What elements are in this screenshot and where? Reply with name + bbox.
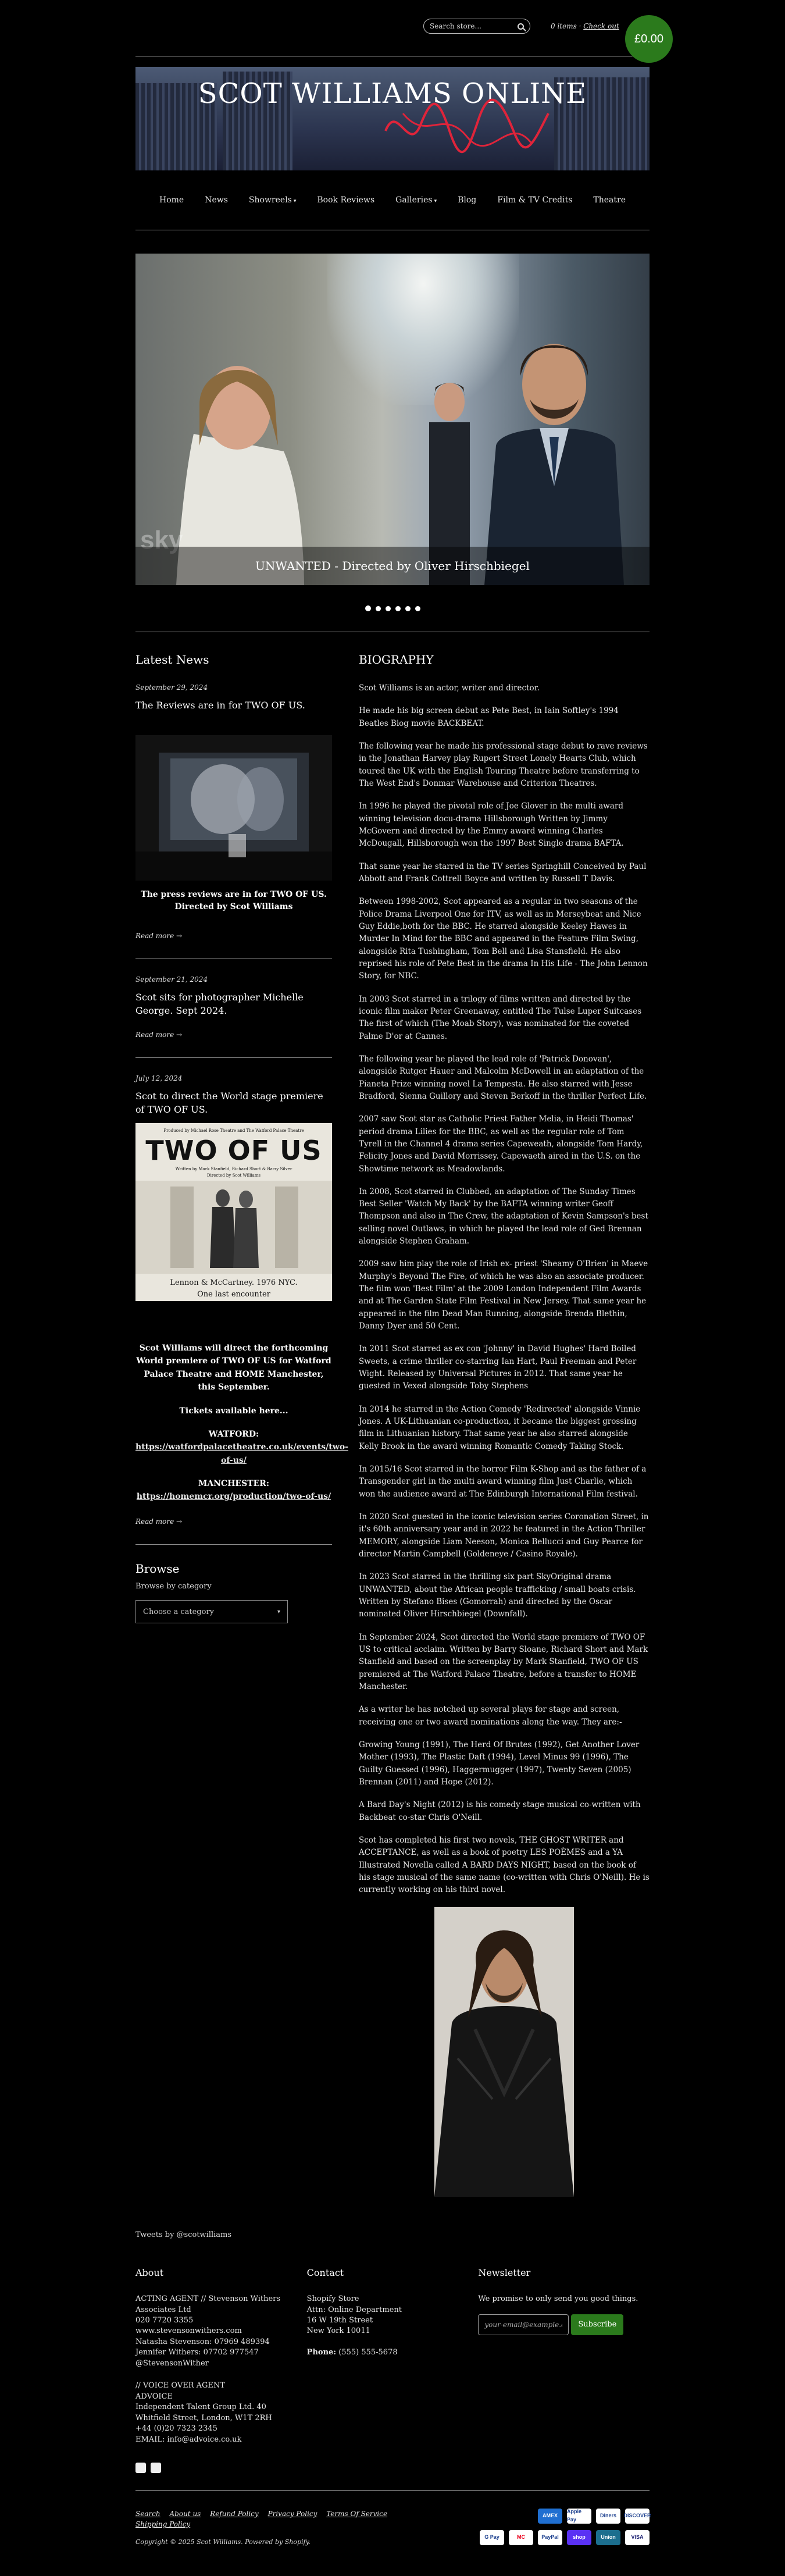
- footer-line: Natasha Stevenson: 07969 489394: [135, 2337, 270, 2346]
- footer-newsletter: [478, 2266, 650, 2473]
- slide-dot[interactable]: [395, 606, 401, 611]
- footer-contact: [307, 2266, 479, 2473]
- about-agent-text: [135, 2294, 307, 2369]
- footer-bottom: [135, 2491, 650, 2548]
- cart-count: 0 items: [551, 22, 577, 30]
- cart-summary: 0 items · Check out: [551, 22, 619, 30]
- footer-line: @StevensonWither: [135, 2358, 209, 2368]
- instagram-icon[interactable]: [151, 2463, 161, 2473]
- post-date: July 12, 2024: [135, 1074, 183, 1082]
- footer-contact-heading: Contact: [306, 2267, 344, 2279]
- footer-line: New York 10011: [306, 2326, 370, 2336]
- read-more-link[interactable]: Read more →: [135, 1030, 183, 1039]
- footer-line: ADVOICE: [135, 2392, 173, 2401]
- biography-paragraph: In 2003 Scot starred in a trilogy of films written and directed by the iconic film maker Peter Greenaway, entitled The Tulse Luper Suitcases The first of which (The Moab Story), was nominated for the coveted Palme D'or at Cannes.: [359, 994, 642, 1041]
- paypal-icon: PayPal: [538, 2530, 562, 2545]
- footer-link-terms[interactable]: Terms Of Service: [326, 2509, 388, 2518]
- biography-paragraph: 2009 saw him play the role of Irish ex- priest 'Sheamy O'Brien' in Maeve Murphy's Beyond The Fire, of which he was also an associate producer. The film won 'Best Film' at the 2009 London Independent Film Awards and at The Garden State Film Festival in New Jersey. That same year he appeared in the film Dead Man Running, alongside Brenda Blethin, Danny Dyer and 50 Cent.: [359, 1259, 648, 1331]
- chevron-down-icon: ▾: [293, 198, 297, 204]
- mastercard-icon: MC: [509, 2530, 533, 2545]
- biography-paragraph: In 2015/16 Scot starred in the horror Film K-Shop and as the father of a Transgender girl in the multi award winning film Just Charlie, which won the audience award at The Edinburgh International Film festival.: [359, 1465, 647, 1499]
- tweets-link[interactable]: Tweets by @scotwilliams: [135, 2230, 232, 2239]
- manchester-label: MANCHESTER:: [198, 1479, 270, 1489]
- watford-label: WATFORD:: [208, 1429, 259, 1439]
- search-box[interactable]: [423, 19, 530, 34]
- post-image-theatre-stage[interactable]: [135, 735, 332, 881]
- biography-paragraph: That same year he starred in the TV series Springhill Conceived by Paul Abbott and Frank Cottrell Boyce and written by Russell T Davis.: [359, 861, 647, 883]
- search-input[interactable]: [430, 22, 518, 30]
- biography-paragraph: In 1996 he played the pivotal role of Joe Glover in the multi award winning television docu-drama Hillsborough Written by Jimmy McGovern and directed by the Emmy award winning Charles McDougall, Hillsborough won the 1997 Best Single drama BAFTA.: [359, 801, 624, 849]
- post-title[interactable]: Scot sits for photographer Michelle George. Sept 2024.: [135, 992, 304, 1017]
- subscribe-button[interactable]: Subscribe: [571, 2314, 623, 2335]
- news-post: [135, 682, 332, 941]
- poster-producer: Produced by Michael Rose Theatre and The Watford Palace Theatre: [163, 1128, 304, 1133]
- footer-links: [135, 2509, 394, 2529]
- biography-heading: BIOGRAPHY: [359, 653, 434, 667]
- search-icon[interactable]: [518, 23, 524, 30]
- twitter-icon[interactable]: [135, 2463, 146, 2473]
- poster-tagline-2: One last encounter: [197, 1289, 270, 1299]
- cart-button[interactable]: £0.00: [625, 15, 673, 63]
- footer-line: // VOICE OVER AGENT: [135, 2381, 225, 2390]
- biography-paragraph: A Bard Day's Night (2012) is his comedy stage musical co-written with Backbeat co-star Chris O'Neill.: [359, 1800, 641, 1822]
- top-bar: [135, 0, 664, 56]
- slideshow-pagination: [135, 585, 650, 632]
- diners-club-icon: Diners: [596, 2509, 620, 2524]
- biography-paragraph: In 2014 he starred in the Action Comedy 'Redirected' alongside Vinnie Jones. A UK-Lithuanian co-production, it became the biggest grossing film in Lithuanian history. That same year he also starred alongside Kelly Brook in the award winning Romantic Comedy Taking Stock.: [359, 1404, 641, 1451]
- social-links: [135, 2463, 307, 2473]
- category-select-value: Choose a category: [143, 1607, 215, 1616]
- biography-paragraph: He made his big screen debut as Pete Best, in Iain Softley's 1994 Beatles Biog movie BACKBEAT.: [359, 706, 619, 728]
- footer-link-about[interactable]: About us: [169, 2509, 201, 2518]
- footer-line: 16 W 19th Street: [306, 2315, 373, 2325]
- post-summary: Scot Williams will direct the forthcoming World premiere of TWO OF US for Watford Palace Theatre and HOME Manchester, this September.: [136, 1343, 331, 1392]
- footer-line: EMAIL: info@advoice.co.uk: [135, 2435, 242, 2444]
- visa-icon: VISA: [625, 2530, 650, 2545]
- hero-person-man: [484, 312, 624, 585]
- slide-dot[interactable]: [376, 606, 381, 611]
- category-select[interactable]: [135, 1600, 288, 1623]
- nav-home[interactable]: Home: [159, 195, 184, 205]
- phone-label: Phone:: [306, 2347, 337, 2357]
- poster-director: Directed by Scot Williams: [207, 1173, 261, 1178]
- footer-line: Jennifer Withers: 07702 977547: [135, 2348, 259, 2357]
- main-nav: [135, 170, 650, 230]
- post-date: September 29, 2024: [135, 683, 208, 692]
- portrait-image: [434, 1907, 574, 2197]
- stage-image: [135, 735, 332, 881]
- read-more-link[interactable]: Read more →: [135, 932, 183, 940]
- footer-line: ACTING AGENT // Stevenson Withers: [135, 2294, 281, 2304]
- news-post: [135, 974, 332, 1039]
- biography-paragraph: Between 1998-2002, Scot appeared as a regular in two seasons of the Police Drama Liverpool One for ITV, as well as in Merseybeat and Nice Guy Eddie,both for the BBC. He starred alongside Keeley Hawes in Murder In Mind for the BBC and appeared in the Feature Film Swing, alongside Rita Tushingham, Tom Bell and Lisa Stansfield. He also reprised his role of Pete Best in the drama In His Life - The John Lennon Story, for NBC.: [359, 897, 648, 981]
- poster-title: TWO OF US: [145, 1135, 322, 1167]
- footer: [135, 2266, 650, 2473]
- news-column: [135, 651, 348, 2197]
- biography-paragraph: In 2008, Scot starred in Clubbed, an adaptation of The Sunday Times Best Seller 'Watch My Back' by the BAFTA winning writer Geoff Thompson and also in The Crew, the adaptation of Kevin Sampson's best selling novel Outlaws, in which he played the lead role of Ged Brennan alongside Stephen Graham.: [359, 1187, 648, 1246]
- newsletter-email-input[interactable]: [478, 2314, 569, 2335]
- manchester-link[interactable]: https://homemcr.org/production/two-of-us/: [136, 1492, 331, 1502]
- nav-film-tv-credits[interactable]: Film & TV Credits: [497, 195, 573, 205]
- read-more-link[interactable]: Read more →: [135, 1517, 183, 1526]
- watford-link[interactable]: https://watfordpalacetheatre.co.uk/events/two-of-us/: [135, 1442, 348, 1465]
- nav-theatre[interactable]: Theatre: [593, 195, 626, 205]
- post-date: September 21, 2024: [135, 975, 208, 984]
- footer-line: Associates Ltd: [135, 2305, 191, 2314]
- chevron-down-icon: ▾: [277, 1608, 280, 1615]
- footer-link-refund[interactable]: Refund Policy: [210, 2509, 259, 2518]
- footer-line: +44 (0)20 7323 2345: [135, 2424, 217, 2434]
- footer-line: Attn: Online Department: [306, 2305, 402, 2314]
- browse-section: [135, 1560, 332, 1624]
- nav-showreels[interactable]: Showreels ▾: [248, 195, 297, 205]
- biography-paragraph: 2007 saw Scot star as Catholic Priest Father Melia, in Heidi Thomas' period drama Lilies for the BBC, as well as the regular role of Tom Tyrell in the Channel 4 drama series Capeweath, alongside Tom Hardy, Felicity Jones and David Morrissey. Capewaeth aired in the U.S. on the Showtime network as Meadowlands.: [359, 1114, 643, 1174]
- biography-paragraph: In 2020 Scot guested in the iconic television series Coronation Street, in it's 60th anniversary year and in 2022 he featured in the Action Thriller MEMORY, alongside Liam Neeson, Monica Bellucci and Guy Pearce for director Martin Campbell (Goldeneye / Casino Royale).: [359, 1512, 649, 1559]
- poster-writers: Written by Mark Stanfield, Richard Short & Barry Silver: [175, 1167, 292, 1172]
- footer-line: Whitfield Street, London, W1T 2RH: [135, 2413, 272, 2422]
- biography-text: [359, 682, 650, 1897]
- biography-paragraph: Scot Williams is an actor, writer and director.: [359, 683, 540, 693]
- slide-dot[interactable]: [405, 606, 411, 611]
- biography-paragraph: Scot has completed his first two novels, THE GHOST WRITER and ACCEPTANCE, as well as a book of poetry LES POÈMES and a YA Illustrated Novella called A BARD DAYS NIGHT, based on the book of his stage musical of the same name (co-written with Chris O'Neill). He is currently working on his third novel.: [359, 1835, 650, 1895]
- biography-paragraph: In 2023 Scot starred in the thrilling six part SkyOriginal drama UNWANTED, about the African people trafficking / small boats crisis. Written by Stefano Bises (Gomorrah) and directed by the Oscar nominated Oliver Hirschbiegel (Downfall).: [359, 1572, 636, 1619]
- biography-paragraph: Growing Young (1991), The Herd Of Brutes (1992), Get Another Lover Mother (1993), The Plastic Daft (1994), Level Minus 99 (1996), The Guilty Guessed (1996), Haggermugger (1997), Twenty Seven (2005) Brennan (2011) and Hope (2012).: [359, 1740, 640, 1787]
- footer-link-privacy[interactable]: Privacy Policy: [267, 2509, 317, 2518]
- footer-about-heading: About: [135, 2267, 164, 2279]
- footer-line: www.stevensonwithers.com: [135, 2326, 242, 2336]
- discover-icon: DISCOVER: [625, 2509, 650, 2524]
- biography-paragraph: In September 2024, Scot directed the World stage premiere of TWO OF US to critical acclaim. Written by Barry Sloane, Richard Short and Mark Stanfield and based on the screenplay by Mark Stanfield, TWO OF US premiered at The Watford Palace Theatre, before a transfer to HOME Manchester.: [359, 1632, 648, 1691]
- browse-heading: Browse: [135, 1561, 180, 1576]
- chevron-down-icon: ▾: [434, 198, 437, 204]
- about-voice-agent-text: [135, 2381, 307, 2445]
- browse-subheading: Browse by category: [135, 1581, 212, 1591]
- biography-paragraph: As a writer he has notched up several plays for stage and screen, receiving one or two award nominations along the way. They are:-: [359, 1705, 622, 1727]
- google-pay-icon: G Pay: [480, 2530, 504, 2545]
- biography-paragraph: The following year he made his professional stage debut to rave reviews in the Jonathan Harvey play Rupert Street Lonely Hearts Club, which toured the UK with the English Touring Theatre before transferring to The West End's Donmar Warehouse and Criterion Theatres.: [359, 741, 648, 788]
- slide-dot[interactable]: [415, 606, 420, 611]
- divider: [135, 1057, 332, 1058]
- amex-icon: AMEX: [538, 2509, 562, 2524]
- footer-line: 020 7720 3355: [135, 2315, 194, 2325]
- contact-address: [307, 2294, 479, 2337]
- hero-slideshow[interactable]: [135, 254, 650, 585]
- biography-paragraph: The following year he played the lead role of 'Patrick Donovan', alongside Rutger Hauer and Malcolm McDowell in an adaptation of the Pianeta Prize winning novel La Tempesta. He also starred with Jesse Bradford, Sienna Guillory and Steven Berkoff in the thriller Perfect Life.: [359, 1054, 647, 1101]
- poster-tagline-1: Lennon & McCartney. 1976 NYC.: [170, 1278, 298, 1288]
- footer-link-shipping[interactable]: Shipping Policy: [135, 2520, 191, 2528]
- poster-figures: [135, 1181, 332, 1274]
- payment-icons: [480, 2509, 650, 2548]
- nav-galleries[interactable]: Galleries ▾: [395, 195, 437, 205]
- nav-news[interactable]: News: [205, 195, 228, 205]
- phone-number: (555) 555-5678: [338, 2347, 398, 2357]
- biography-paragraph: In 2011 Scot starred as ex con 'Johnny' in David Hughes' Hard Boiled Sweets, a crime thriller co-starring Ian Hart, Paul Freeman and Peter Wight. Released by Universal Pictures in 2012. That same year he guested in Vexed alongside Toby Stephens: [359, 1344, 637, 1391]
- biography-column: [359, 651, 650, 2197]
- tickets-text: Tickets available here...: [179, 1406, 288, 1416]
- post-title[interactable]: Scot to direct the World stage premiere of TWO OF US.: [135, 1090, 323, 1115]
- copyright: Copyright © 2025 Scot Williams. Powered by Shopify.: [135, 2538, 311, 2546]
- checkout-link[interactable]: Check out: [583, 22, 619, 30]
- newsletter-text: We promise to only send you good things.: [478, 2294, 638, 2304]
- post-summary: The press reviews are in for TWO OF US. Directed by Scot Williams: [141, 890, 327, 912]
- news-post: [135, 1073, 348, 1527]
- nav-book-reviews[interactable]: Book Reviews: [317, 195, 375, 205]
- site-banner[interactable]: [135, 67, 650, 170]
- nav-blog[interactable]: Blog: [458, 195, 477, 205]
- footer-line: Shopify Store: [306, 2294, 359, 2304]
- slide-dot[interactable]: [386, 606, 391, 611]
- footer-about: [135, 2266, 307, 2473]
- union-pay-icon: Union: [596, 2530, 620, 2545]
- footer-newsletter-heading: Newsletter: [478, 2267, 531, 2279]
- post-title[interactable]: The Reviews are in for TWO OF US.: [135, 700, 305, 711]
- portrait-photo[interactable]: [434, 1907, 574, 2197]
- shop-pay-icon: shop: [567, 2530, 591, 2545]
- slide-dot[interactable]: [365, 605, 371, 611]
- two-of-us-poster[interactable]: [135, 1123, 332, 1301]
- divider: [135, 1544, 332, 1545]
- sky-logo: sky: [140, 526, 183, 554]
- hero-caption[interactable]: UNWANTED - Directed by Oliver Hirschbiegel: [135, 547, 650, 585]
- signature-icon: [380, 90, 554, 160]
- latest-news-heading: Latest News: [135, 653, 209, 667]
- footer-link-search[interactable]: Search: [135, 2509, 160, 2518]
- footer-line: Independent Talent Group Ltd. 40: [135, 2403, 266, 2412]
- banner-title: SCOT WILLIAMS ONLINE: [198, 77, 587, 110]
- apple-pay-icon: Apple Pay: [567, 2509, 591, 2524]
